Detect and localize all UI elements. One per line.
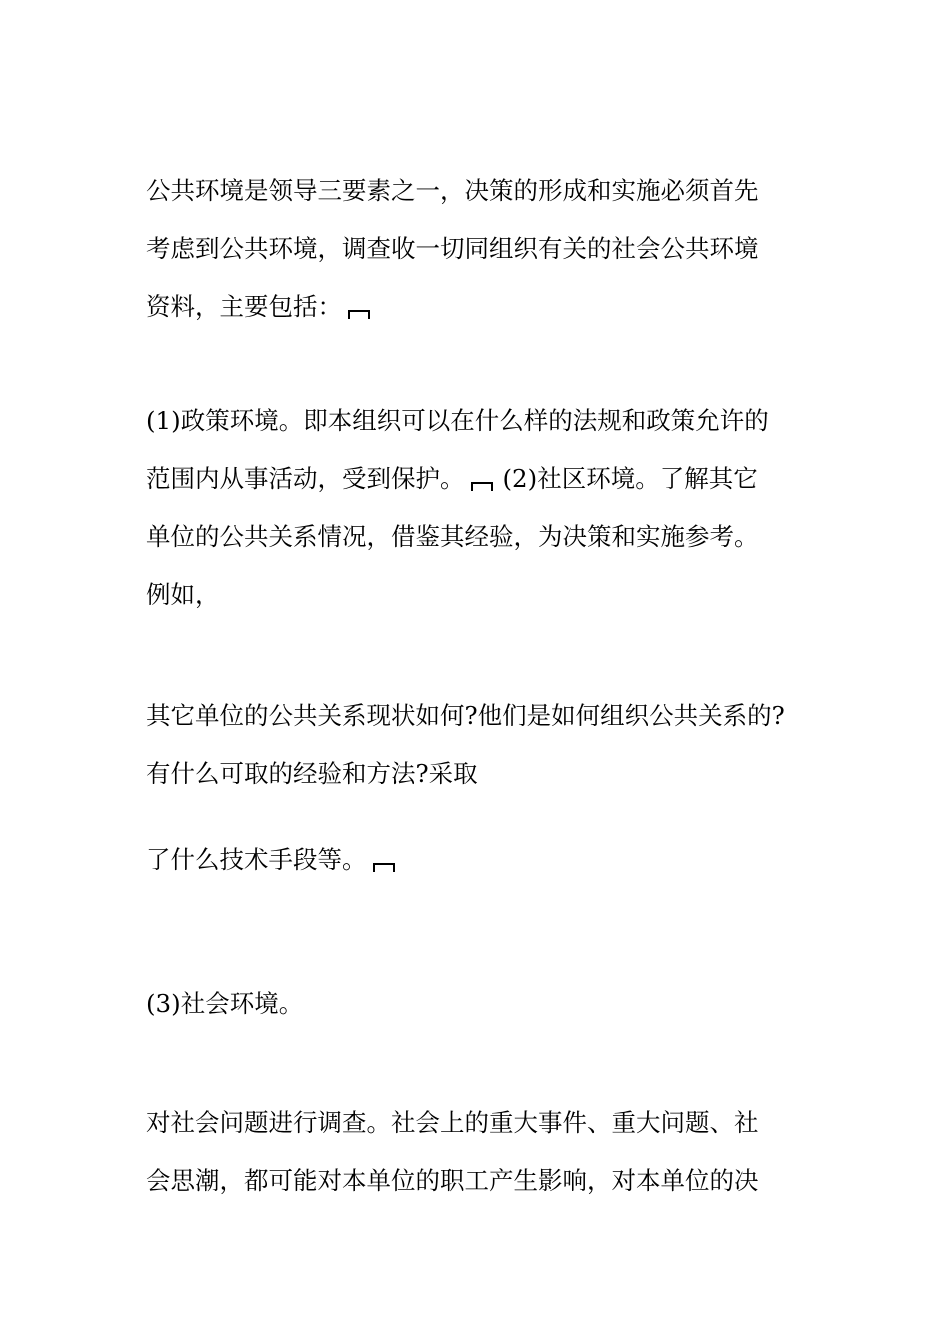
paragraph-social-issues — [146, 1094, 846, 1210]
text-segment: 了什么技术手段等。 — [146, 845, 367, 874]
bracket-mark-icon — [373, 863, 395, 872]
text-line: (3)社会环境。 — [146, 989, 304, 1018]
text-line — [146, 278, 846, 336]
text-segment: (2)社区环境。了解其它 — [502, 464, 758, 493]
bracket-mark-icon — [348, 310, 370, 319]
text-segment: 范围内从事活动，受到保护。 — [146, 464, 465, 493]
text-line: 会思潮，都可能对本单位的职工产生影响，对本单位的决 — [146, 1166, 759, 1195]
paragraph-tech-means — [146, 831, 846, 889]
paragraph-social-environment-heading — [146, 975, 846, 1033]
text-line: 有什么可取的经验和方法?采取 — [146, 759, 478, 788]
text-line: 其它单位的公共关系现状如何?他们是如何组织公共关系的? — [146, 701, 785, 730]
text-line: 单位的公共关系情况，借鉴其经验，为决策和实施参考。 — [146, 522, 759, 551]
text-line — [146, 831, 846, 889]
text-line: 考虑到公共环境，调查收一切同组织有关的社会公共环境 — [146, 234, 759, 263]
paragraph-policy-community — [146, 392, 846, 624]
text-line: 公共环境是领导三要素之一，决策的形成和实施必须首先 — [146, 176, 759, 205]
text-line — [146, 450, 846, 508]
paragraph-public-environment — [146, 162, 846, 336]
text-line: 对社会问题进行调查。社会上的重大事件、重大问题、社 — [146, 1108, 759, 1137]
text-segment: 资料，主要包括： — [146, 292, 342, 321]
text-line: (1)政策环境。即本组织可以在什么样的法规和政策允许的 — [146, 406, 769, 435]
bracket-mark-icon — [471, 482, 493, 491]
paragraph-other-units — [146, 687, 846, 803]
text-line: 例如， — [146, 580, 220, 609]
